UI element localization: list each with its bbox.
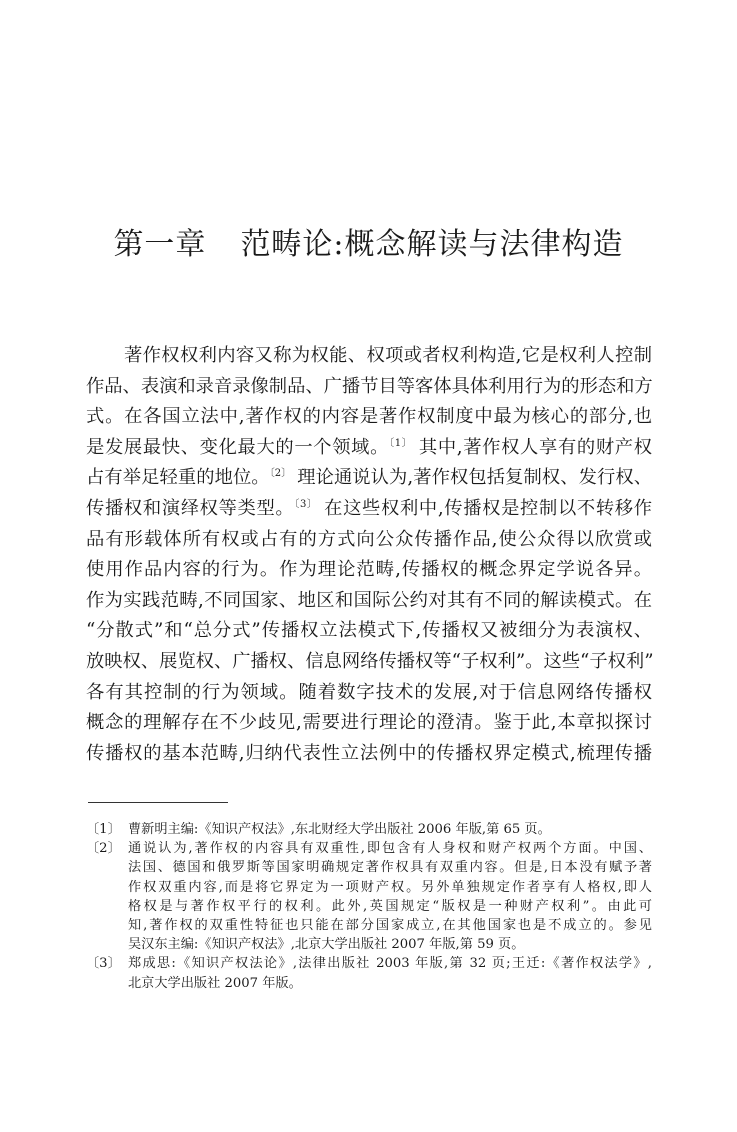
footnote-line: 曹新明主编:《知识产权法》,东北财经大学出版社 2006 年版,第 65 页。 (128, 822, 551, 837)
chapter-number: 第一章 (113, 227, 207, 262)
body-line: 品有形载体所有权或占有的方式向公众传播作品,使公众得以欣赏或 (86, 528, 652, 550)
body-text-segment: 在这些权利中,传播权是控制以不转移作 (317, 497, 652, 519)
body-line: 作为实践范畴,不同国家、地区和国际公约对其有不同的解读模式。在 (86, 589, 652, 611)
body-line: “分散式”和“总分式”传播权立法模式下,传播权又被细分为表演权、 (86, 620, 652, 642)
body-text-segment: 传播权和演绎权等类型。 (86, 497, 295, 519)
chapter-heading: 范畴论:概念解读与法律构造 (240, 227, 624, 262)
body-line (86, 463, 652, 494)
body-line (86, 494, 652, 525)
body-line: 概念的理解存在不少歧见,需要进行理论的澄清。鉴于此,本章拟探讨 (86, 712, 652, 734)
body-line: 式。在各国立法中,著作权的内容是著作权制度中最为核心的部分,也 (86, 406, 652, 428)
body-paragraph (86, 341, 652, 769)
footnote-line: 法国、德国和俄罗斯等国家明确规定著作权具有双重内容。但是,日本没有赋予著 (128, 860, 652, 876)
body-line: 放映权、展览权、广播权、信息网络传播权等“子权利”。这些“子权利” (86, 650, 654, 672)
body-line (86, 433, 652, 464)
footnote-line: 通说认为,著作权的内容具有双重性,即包含有人身权和财产权两个方面。中国、 (128, 841, 652, 857)
footnote-separator (88, 802, 228, 803)
footnote-ref-2[interactable]: 〔2〕 (269, 468, 292, 480)
footnote-line: 作权双重内容,而是将它界定为一项财产权。另外单独规定作者享有人格权,即人 (128, 879, 652, 895)
body-line: 著作权权利内容又称为权能、权项或者权利构造,它是权利人控制 (124, 345, 652, 366)
footnote-3 (86, 954, 652, 992)
body-line: 各有其控制的行为领域。随着数字技术的发展,对于信息网络传播权 (86, 681, 652, 703)
chapter-title (0, 225, 737, 265)
footnote-1 (86, 820, 652, 839)
body-text-segment: 其中,著作权人享有的财产权 (412, 436, 652, 458)
footnote-marker: 〔3〕 (86, 956, 121, 972)
body-line: 使用作品内容的行为。作为理论范畴,传播权的概念界定学说各异。 (86, 559, 652, 581)
footnote-line: 知,著作权的双重性特征也只能在部分国家成立,在其他国家也是不成立的。参见 (128, 918, 652, 934)
body-text-segment: 是发展最快、变化最大的一个领域。 (86, 436, 390, 458)
footnote-line: 格权是与著作权平行的权利。此外,英国规定“版权是一种财产权利”。由此可 (128, 898, 652, 914)
body-text-segment: 占有举足轻重的地位。 (86, 467, 270, 489)
footnote-line: 吴汉东主编:《知识产权法》,北京大学出版社 2007 年版,第 59 页。 (128, 937, 525, 953)
footnote-2 (86, 839, 652, 954)
body-text-segment: 理论通说认为,著作权包括复制权、发行权、 (291, 467, 653, 489)
footnote-marker: 〔2〕 (86, 841, 121, 857)
footnote-line: 郑成思:《知识产权法论》,法律出版社 2003 年版,第 32 页;王迁:《著作权法学》, (128, 956, 652, 972)
body-line: 作品、表演和录音录像制品、广播节目等客体具体利用行为的形态和方 (86, 375, 653, 397)
footnote-ref-3[interactable]: 〔3〕 (294, 498, 318, 510)
footnote-line: 北京大学出版社 2007 年版。 (128, 975, 302, 991)
footnotes (86, 820, 652, 993)
footnote-marker: 〔1〕 (86, 822, 121, 837)
body-line: 传播权的基本范畴,归纳代表性立法例中的传播权界定模式,梳理传播 (86, 742, 652, 764)
footnote-ref-1[interactable]: 〔1〕 (389, 437, 413, 449)
